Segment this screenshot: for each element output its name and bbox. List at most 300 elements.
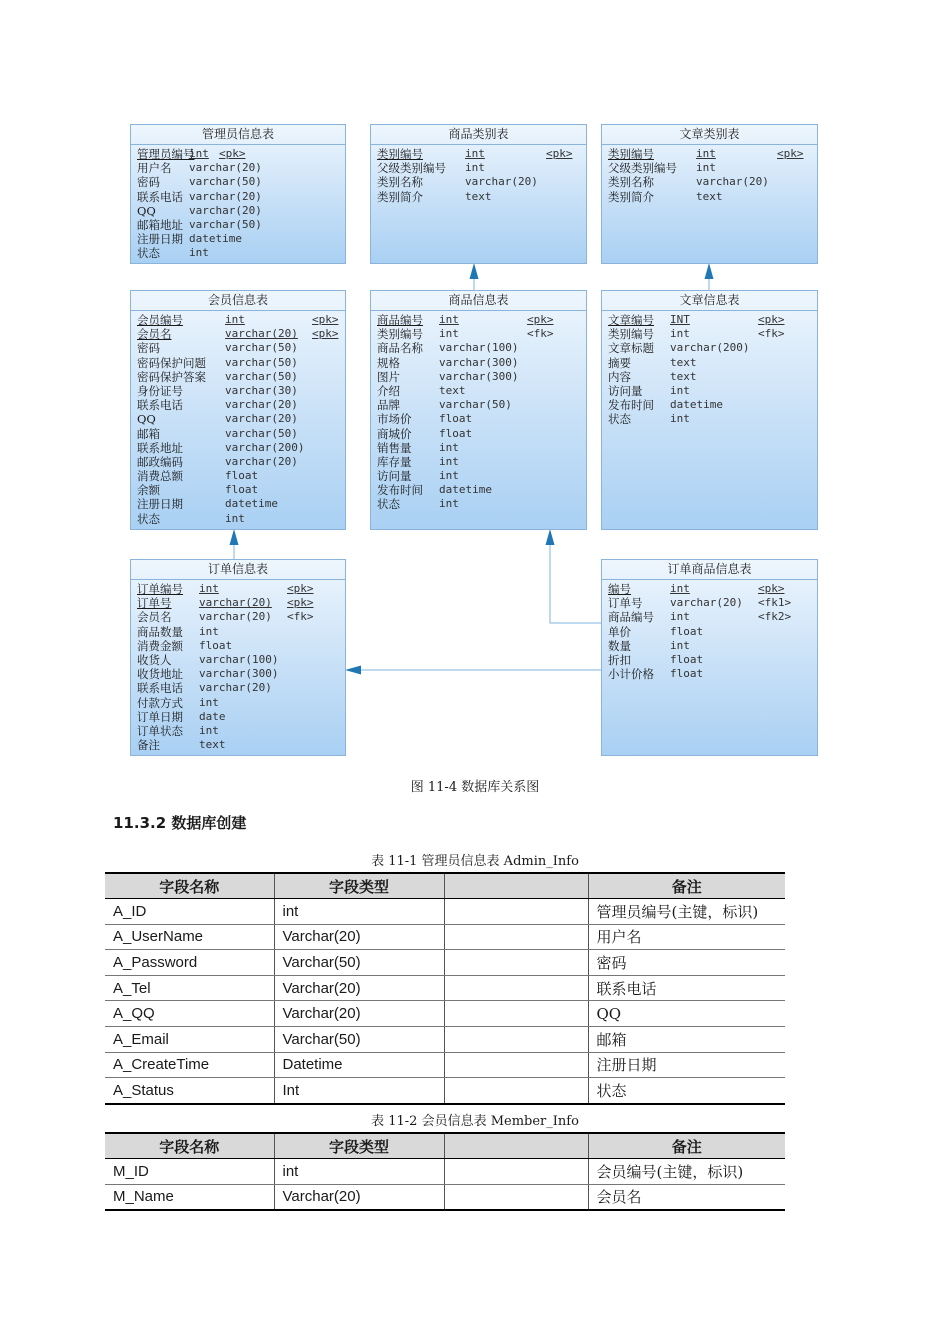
attribute-type: float <box>670 652 704 666</box>
attribute-type: varchar(20) <box>465 175 538 189</box>
attribute-type: varchar(20) <box>696 175 769 189</box>
blank-cell <box>444 975 588 1001</box>
entity-attribute-row <box>377 356 586 370</box>
attribute-type: varchar(20) <box>199 681 272 695</box>
field-type-cell: Int <box>274 1078 444 1104</box>
entity-attribute-row <box>137 483 345 497</box>
attribute-name: 付款方式 <box>137 695 183 710</box>
entity-attribute-row <box>608 398 817 412</box>
attribute-type: date <box>199 709 226 723</box>
entity-article <box>601 290 818 530</box>
entity-title: 管理员信息表 <box>131 125 345 145</box>
field-type-cell: int <box>274 1159 444 1185</box>
entity-attribute-row <box>608 190 817 204</box>
attribute-type: text <box>439 383 466 397</box>
attribute-name: 邮箱 <box>137 426 160 441</box>
section-heading: 11.3.2 数据库创建 <box>113 814 247 832</box>
entity-attribute-row <box>608 667 817 681</box>
entity-title: 商品信息表 <box>371 291 586 311</box>
attribute-name: 联系地址 <box>137 440 183 455</box>
remark-cell: 会员名 <box>588 1184 785 1210</box>
table-row <box>105 899 785 925</box>
attribute-type: varchar(50) <box>189 217 262 231</box>
entity-attribute-row <box>137 246 345 260</box>
attribute-name: 订单日期 <box>137 709 183 724</box>
attribute-type: text <box>670 369 697 383</box>
entity-attribute-row <box>137 441 345 455</box>
entity-title: 订单商品信息表 <box>602 560 817 580</box>
blank-cell <box>444 950 588 976</box>
entity-attribute-row <box>377 427 586 441</box>
attribute-name: 内容 <box>608 369 631 384</box>
attribute-type: int <box>439 454 459 468</box>
blank-cell <box>444 924 588 950</box>
attribute-type: int <box>225 313 245 326</box>
attribute-name: 订单状态 <box>137 723 183 738</box>
attribute-type: int <box>670 582 690 595</box>
attribute-name: 图片 <box>377 369 400 384</box>
attribute-name: 密码保护问题 <box>137 355 206 370</box>
attribute-name: 会员名 <box>137 327 172 342</box>
table-row <box>105 1159 785 1185</box>
remark-cell: 注册日期 <box>588 1052 785 1078</box>
attribute-name: 摘要 <box>608 355 631 370</box>
attribute-key: <fk1> <box>758 596 792 610</box>
table-row <box>105 975 785 1001</box>
remark-cell: QQ <box>588 1001 785 1027</box>
attribute-key: <pk> <box>758 582 785 595</box>
entity-goods <box>370 290 587 530</box>
attribute-name: 用户名 <box>137 161 172 176</box>
entity-title: 文章信息表 <box>602 291 817 311</box>
field-name-cell: A_CreateTime <box>105 1052 274 1078</box>
entity-attribute-row <box>608 625 817 639</box>
attribute-type: INT <box>670 313 690 326</box>
entity-ordergoods <box>601 559 818 756</box>
attribute-type: varchar(300) <box>439 369 519 383</box>
attribute-name: 订单号 <box>137 596 172 611</box>
entity-attribute-row <box>608 412 817 426</box>
attribute-type: datetime <box>189 232 242 246</box>
entity-attribute-row <box>137 596 345 610</box>
table-row <box>105 1001 785 1027</box>
attribute-type: varchar(20) <box>199 596 272 610</box>
attribute-type: int <box>465 161 485 175</box>
entity-attribute-row <box>137 327 345 341</box>
attribute-type: text <box>199 738 226 752</box>
attribute-name: 邮箱地址 <box>137 217 183 232</box>
entity-attribute-row <box>377 497 586 511</box>
entity-attribute-row <box>608 313 817 327</box>
table-row <box>105 924 785 950</box>
attribute-type: int <box>696 147 716 160</box>
field-name-cell: A_Status <box>105 1078 274 1104</box>
attribute-name: 文章标题 <box>608 341 654 356</box>
entity-attribute-row <box>377 412 586 426</box>
entity-orders <box>130 559 346 756</box>
entity-attribute-row <box>137 218 345 232</box>
entity-title: 订单信息表 <box>131 560 345 580</box>
attribute-type: varchar(20) <box>189 189 262 203</box>
entity-attribute-row <box>137 653 345 667</box>
field-type-cell: Varchar(20) <box>274 1001 444 1027</box>
entity-attribute-row <box>137 497 345 511</box>
attribute-type: float <box>225 483 259 497</box>
remark-cell: 用户名 <box>588 924 785 950</box>
attribute-name: 类别简介 <box>608 189 654 204</box>
entity-attribute-row <box>137 738 345 752</box>
blank-cell <box>444 1026 588 1052</box>
entity-attribute-row <box>608 341 817 355</box>
attribute-type: float <box>439 412 473 426</box>
attribute-name: 商品名称 <box>377 341 423 356</box>
attribute-name: 订单号 <box>608 596 643 611</box>
entity-attribute-row <box>137 204 345 218</box>
field-name-cell: A_ID <box>105 899 274 925</box>
entity-attribute-row <box>137 341 345 355</box>
attribute-name: 消费金额 <box>137 638 183 653</box>
arrow-to-goods-category <box>470 263 479 279</box>
entity-attribute-row <box>137 175 345 189</box>
entity-attribute-row <box>137 625 345 639</box>
attribute-type: varchar(20) <box>225 412 298 426</box>
attribute-name: 品牌 <box>377 398 400 413</box>
attribute-name: 类别编号 <box>608 147 654 161</box>
attribute-key: <pk> <box>527 313 554 326</box>
entity-attribute-row <box>377 384 586 398</box>
entity-attribute-row <box>137 232 345 246</box>
attribute-type: varchar(50) <box>225 426 298 440</box>
attribute-type: float <box>670 667 704 681</box>
attribute-type: int <box>199 723 219 737</box>
attribute-key: <fk2> <box>758 610 792 624</box>
arrow-to-goods <box>546 529 555 545</box>
attribute-type: int <box>439 327 459 341</box>
attribute-type: int <box>439 313 459 326</box>
attribute-name: 状态 <box>137 246 160 261</box>
entity-title: 商品类别表 <box>371 125 586 145</box>
entity-attribute-row <box>608 384 817 398</box>
attribute-type: varchar(20) <box>225 327 298 341</box>
field-name-cell: A_UserName <box>105 924 274 950</box>
remark-cell: 会员编号(主键，标识) <box>588 1159 785 1185</box>
attribute-name: 数量 <box>608 638 631 653</box>
remark-cell: 邮箱 <box>588 1026 785 1052</box>
attribute-name: 联系电话 <box>137 681 183 696</box>
entity-attribute-row <box>137 384 345 398</box>
attribute-type: varchar(50) <box>225 355 298 369</box>
entity-attribute-row <box>137 398 345 412</box>
entity-attribute-row <box>608 596 817 610</box>
entity-attribute-row <box>137 681 345 695</box>
attribute-name: 状态 <box>377 497 400 512</box>
attribute-type: datetime <box>670 398 723 412</box>
entity-attribute-row <box>608 161 817 175</box>
attribute-type: varchar(200) <box>670 341 750 355</box>
entity-attribute-row <box>608 327 817 341</box>
entity-attribute-row <box>137 356 345 370</box>
field-type-cell: Varchar(50) <box>274 1026 444 1052</box>
field-name-cell: M_Name <box>105 1184 274 1210</box>
arrow-to-orders <box>345 666 361 675</box>
entity-attribute-row <box>377 341 586 355</box>
table-row <box>105 1078 785 1104</box>
attribute-type: int <box>439 440 459 454</box>
entity-attribute-row <box>137 161 345 175</box>
attribute-name: 密码 <box>137 341 160 356</box>
entity-attribute-row <box>137 469 345 483</box>
attribute-type: float <box>199 638 233 652</box>
attribute-name: 商品编号 <box>608 610 654 625</box>
field-name-cell: A_Password <box>105 950 274 976</box>
figure-caption: 图 11-4 数据库关系图 <box>410 780 540 795</box>
attribute-type: float <box>670 624 704 638</box>
attribute-name: 类别编号 <box>377 327 423 342</box>
entity-attribute-row <box>137 455 345 469</box>
attribute-type: varchar(20) <box>199 610 272 624</box>
table-row <box>105 1052 785 1078</box>
attribute-name: 备注 <box>137 738 160 753</box>
attribute-type: text <box>670 355 697 369</box>
attribute-name: QQ <box>137 203 156 218</box>
entity-attribute-row <box>137 639 345 653</box>
entity-attribute-row <box>608 175 817 189</box>
attribute-name: 会员编号 <box>137 313 183 327</box>
table-row <box>105 1026 785 1052</box>
entity-attribute-row <box>377 175 586 189</box>
attribute-key: <pk> <box>758 313 785 326</box>
attribute-name: 消费总额 <box>137 469 183 484</box>
blank-cell <box>444 1184 588 1210</box>
field-name-cell: A_QQ <box>105 1001 274 1027</box>
attribute-name: 余额 <box>137 483 160 498</box>
entity-attribute-row <box>137 610 345 624</box>
attribute-type: varchar(100) <box>199 652 279 666</box>
attribute-name: 注册日期 <box>137 497 183 512</box>
entity-attribute-row <box>137 724 345 738</box>
attribute-type: int <box>439 469 459 483</box>
attribute-name: 管理员编号 <box>137 147 195 161</box>
attribute-name: 单价 <box>608 624 631 639</box>
attribute-name: 身份证号 <box>137 383 183 398</box>
blank-cell <box>444 1078 588 1104</box>
attribute-type: int <box>465 147 485 160</box>
admin-info-table <box>105 872 785 1105</box>
attribute-type: int <box>199 582 219 595</box>
entity-attribute-row <box>377 455 586 469</box>
attribute-name: 销售量 <box>377 440 412 455</box>
attribute-type: int <box>670 610 690 624</box>
field-type-cell: Varchar(50) <box>274 950 444 976</box>
entity-attribute-row <box>137 696 345 710</box>
attribute-name: 规格 <box>377 355 400 370</box>
entity-attribute-row <box>608 147 817 161</box>
attribute-name: 会员名 <box>137 610 172 625</box>
attribute-type: varchar(50) <box>439 398 512 412</box>
attribute-name: 商品编号 <box>377 313 423 327</box>
header-blank <box>444 873 588 899</box>
attribute-name: 父级类别编号 <box>608 161 677 176</box>
attribute-type: int <box>189 147 209 160</box>
field-type-cell: Varchar(20) <box>274 924 444 950</box>
header-field-name: 字段名称 <box>105 873 274 899</box>
entity-attribute-row <box>137 582 345 596</box>
attribute-name: 邮政编码 <box>137 454 183 469</box>
attribute-name: 状态 <box>608 412 631 427</box>
attribute-name: 密码保护答案 <box>137 369 206 384</box>
attribute-key: <pk> <box>312 313 339 326</box>
attribute-type: varchar(200) <box>225 440 305 454</box>
entity-attribute-row <box>377 161 586 175</box>
entity-attribute-row <box>137 512 345 526</box>
attribute-name: 文章编号 <box>608 313 654 327</box>
attribute-type: int <box>199 624 219 638</box>
entity-title: 文章类别表 <box>602 125 817 145</box>
field-type-cell: int <box>274 899 444 925</box>
entity-attribute-row <box>608 653 817 667</box>
field-type-cell: Varchar(20) <box>274 975 444 1001</box>
attribute-name: 类别编号 <box>608 327 654 342</box>
attribute-name: 访问量 <box>377 469 412 484</box>
attribute-type: datetime <box>439 483 492 497</box>
entity-member <box>130 290 346 530</box>
field-name-cell: M_ID <box>105 1159 274 1185</box>
entity-attribute-row <box>608 610 817 624</box>
attribute-name: 商城价 <box>377 426 412 441</box>
entity-attribute-row <box>137 370 345 384</box>
attribute-name: 类别名称 <box>377 175 423 190</box>
attribute-name: 访问量 <box>608 383 643 398</box>
attribute-name: 父级类别编号 <box>377 161 446 176</box>
attribute-name: 库存量 <box>377 454 412 469</box>
attribute-key: <fk> <box>758 327 785 341</box>
attribute-type: int <box>199 695 219 709</box>
table-caption: 表 11-1 管理员信息表 Admin_Info <box>371 854 579 869</box>
entity-attribute-row <box>137 190 345 204</box>
attribute-type: datetime <box>225 497 278 511</box>
field-type-cell: Varchar(20) <box>274 1184 444 1210</box>
attribute-type: varchar(20) <box>225 398 298 412</box>
entity-attribute-row <box>377 483 586 497</box>
attribute-name: 市场价 <box>377 412 412 427</box>
attribute-key: <pk> <box>312 327 339 341</box>
blank-cell <box>444 1159 588 1185</box>
field-type-cell: Datetime <box>274 1052 444 1078</box>
member-info-table <box>105 1132 785 1211</box>
attribute-name: 介绍 <box>377 383 400 398</box>
attribute-name: 发布时间 <box>608 398 654 413</box>
attribute-key: <pk> <box>219 147 246 160</box>
entity-attribute-row <box>608 356 817 370</box>
entity-attribute-row <box>608 582 817 596</box>
entity-attribute-row <box>137 667 345 681</box>
table-row <box>105 1184 785 1210</box>
attribute-name: 小计价格 <box>608 667 654 682</box>
header-field-type: 字段类型 <box>274 873 444 899</box>
entity-goodscat <box>370 124 587 264</box>
attribute-type: int <box>670 638 690 652</box>
blank-cell <box>444 1052 588 1078</box>
entity-attribute-row <box>377 327 586 341</box>
attribute-type: text <box>696 189 723 203</box>
attribute-type: int <box>225 511 245 525</box>
field-name-cell: A_Tel <box>105 975 274 1001</box>
entity-attribute-row <box>137 427 345 441</box>
header-field-name: 字段名称 <box>105 1133 274 1159</box>
attribute-type: text <box>465 189 492 203</box>
attribute-key: <pk> <box>777 147 804 160</box>
attribute-type: varchar(20) <box>225 454 298 468</box>
attribute-name: 注册日期 <box>137 232 183 247</box>
attribute-key: <fk> <box>527 327 554 341</box>
attribute-type: int <box>670 327 690 341</box>
attribute-type: varchar(50) <box>225 341 298 355</box>
entity-articlecat <box>601 124 818 264</box>
attribute-type: varchar(50) <box>225 369 298 383</box>
attribute-name: 折扣 <box>608 652 631 667</box>
attribute-name: 状态 <box>137 511 160 526</box>
attribute-type: varchar(50) <box>189 175 262 189</box>
entity-attribute-row <box>377 441 586 455</box>
attribute-key: <pk> <box>546 147 573 160</box>
header-remark: 备注 <box>588 873 785 899</box>
entity-attribute-row <box>608 370 817 384</box>
attribute-type: int <box>670 383 690 397</box>
attribute-name: 编号 <box>608 582 631 596</box>
remark-cell: 密码 <box>588 950 785 976</box>
entity-attribute-row <box>377 147 586 161</box>
attribute-key: <fk> <box>287 610 314 624</box>
attribute-type: float <box>439 426 473 440</box>
entity-attribute-row <box>137 412 345 426</box>
attribute-type: varchar(30) <box>225 383 298 397</box>
attribute-name: 类别编号 <box>377 147 423 161</box>
entity-attribute-row <box>377 370 586 384</box>
attribute-type: int <box>696 161 716 175</box>
attribute-name: 收货地址 <box>137 667 183 682</box>
entity-attribute-row <box>137 710 345 724</box>
entity-attribute-row <box>377 469 586 483</box>
arrow-to-article-category <box>705 263 714 279</box>
attribute-type: int <box>189 246 209 260</box>
attribute-type: varchar(20) <box>189 161 262 175</box>
attribute-type: varchar(100) <box>439 341 519 355</box>
entity-admin <box>130 124 346 264</box>
header-remark: 备注 <box>588 1133 785 1159</box>
field-name-cell: A_Email <box>105 1026 274 1052</box>
blank-cell <box>444 899 588 925</box>
attribute-name: 发布时间 <box>377 483 423 498</box>
attribute-type: varchar(20) <box>670 596 743 610</box>
attribute-name: 订单编号 <box>137 582 183 596</box>
blank-cell <box>444 1001 588 1027</box>
entity-attribute-row <box>377 190 586 204</box>
attribute-name: 联系电话 <box>137 398 183 413</box>
attribute-key: <pk> <box>287 582 314 595</box>
table-caption: 表 11-2 会员信息表 Member_Info <box>371 1114 579 1129</box>
remark-cell: 管理员编号(主键，标识) <box>588 899 785 925</box>
entity-attribute-row <box>377 398 586 412</box>
attribute-name: 类别简介 <box>377 189 423 204</box>
attribute-name: 类别名称 <box>608 175 654 190</box>
header-blank <box>444 1133 588 1159</box>
arrow-to-member <box>230 529 239 545</box>
entity-attribute-row <box>377 313 586 327</box>
remark-cell: 状态 <box>588 1078 785 1104</box>
attribute-type: float <box>225 469 259 483</box>
attribute-type: varchar(300) <box>439 355 519 369</box>
attribute-name: 密码 <box>137 175 160 190</box>
